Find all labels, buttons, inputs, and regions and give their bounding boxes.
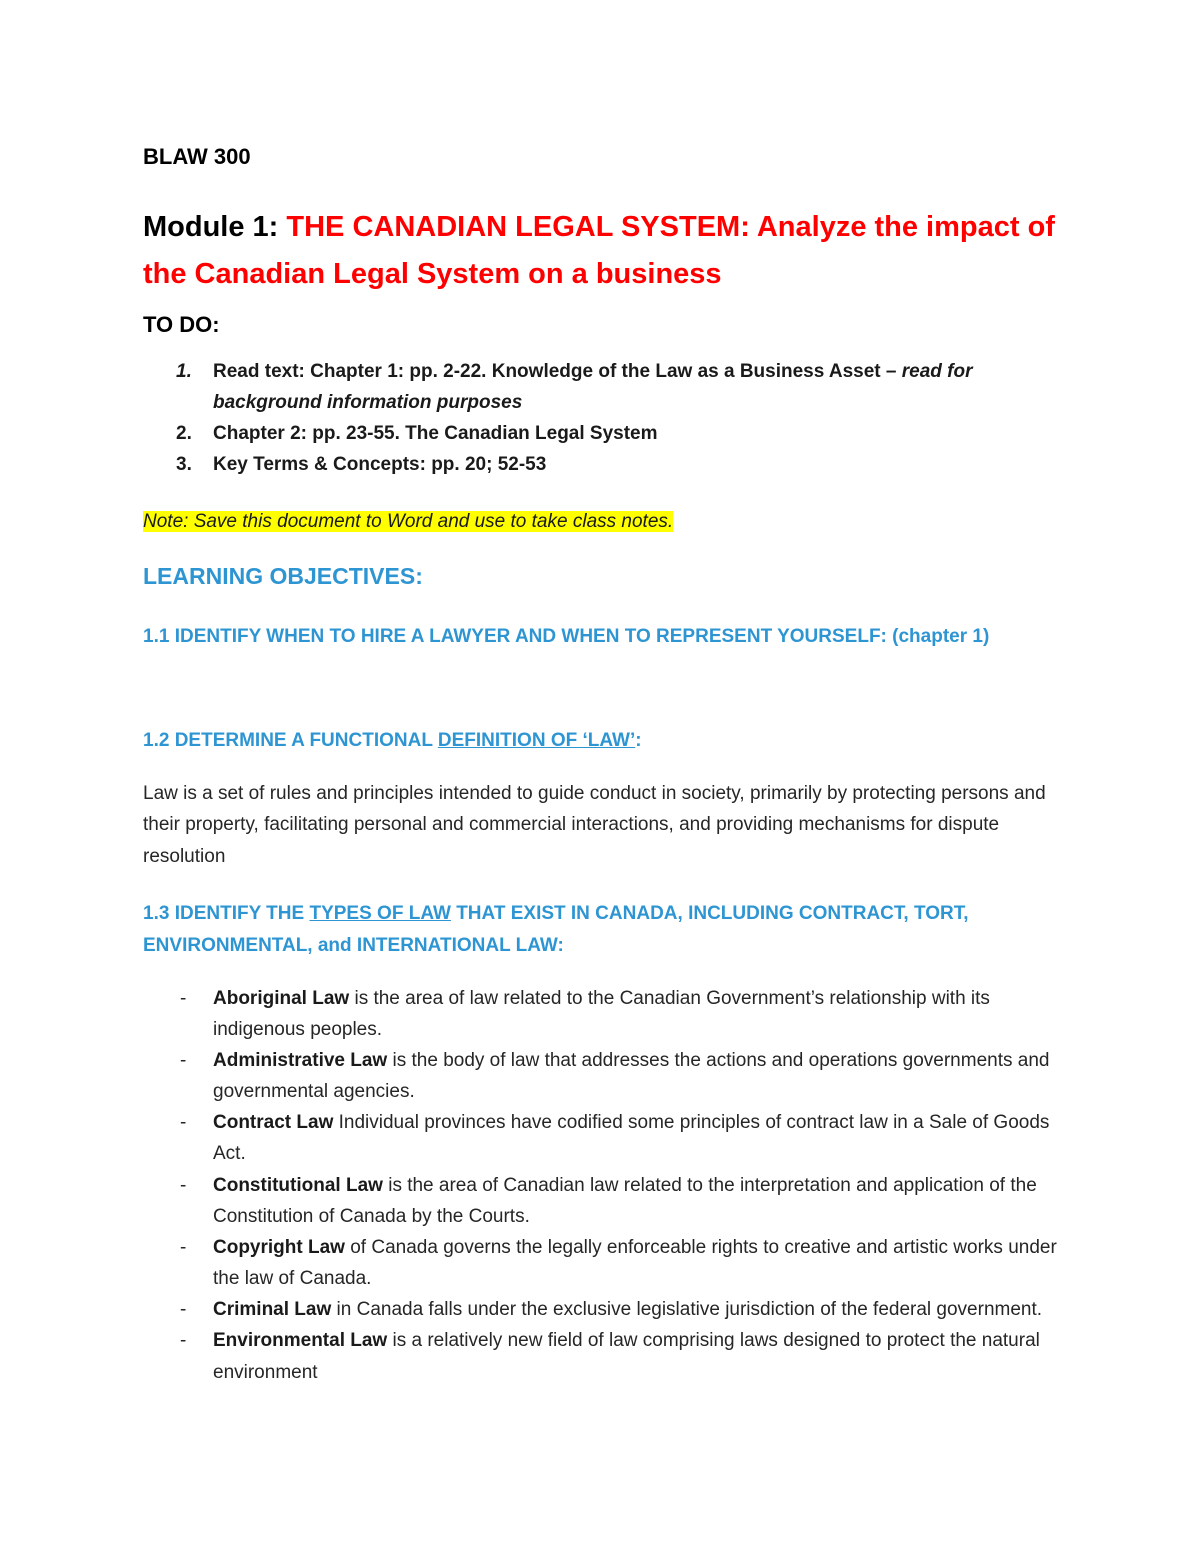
dash-bullet: - [180, 1049, 187, 1071]
todo-heading: TO DO: [143, 312, 220, 338]
law-type-item-environmental [143, 1325, 1057, 1387]
law-description: is the area of Canadian law related to the interpretation and application of the Constitution of Canada by the Courts. [213, 1174, 1037, 1227]
todo-item-2-text [213, 418, 1057, 449]
objective-1-2 [143, 725, 1057, 756]
law-description: is the area of law related to the Canadian Government’s relationship with its indigenous peoples. [213, 987, 990, 1040]
dash-bullet: - [180, 987, 187, 1009]
course-title: BLAW 300 [143, 144, 251, 169]
law-term: Aboriginal Law [213, 987, 350, 1009]
objective-1-2-lead: 1.2 DETERMINE A FUNCTIONAL [143, 729, 438, 751]
todo-item-1 [143, 356, 1057, 418]
todo-item-1-text [213, 356, 1057, 418]
law-description: is the body of law that addresses the actions and operations governments and governmental agencies. [213, 1049, 1050, 1103]
todo-item-3-lead: Key Terms & Concepts: pp. 20; 52-53 [213, 454, 547, 476]
objective-1-3-underlined: TYPES OF LAW [309, 903, 451, 925]
law-description: of Canada governs the legally enforceable rights to creative and artistic works under the law of Canada. [213, 1236, 1057, 1290]
law-term: Contract Law [213, 1112, 334, 1134]
law-type-item-copyright [143, 1232, 1057, 1294]
law-type-item-aboriginal [143, 983, 1057, 1045]
law-term: Copyright Law [213, 1236, 345, 1258]
dash-bullet: - [180, 1174, 187, 1196]
law-type-item-administrative [143, 1045, 1057, 1107]
todo-list [143, 356, 1057, 481]
law-type-item-constitutional [143, 1170, 1057, 1232]
law-description: Individual provinces have codified some principles of contract law in a Sale of Goods Act. [213, 1112, 1050, 1165]
law-type-item-contract [143, 1107, 1057, 1169]
law-term: Criminal Law [213, 1299, 332, 1321]
todo-item-3-text [213, 449, 1057, 480]
dash-bullet: - [180, 1236, 187, 1258]
todo-item-3-number: 3. [176, 454, 192, 476]
todo-item-1-lead: Read text: Chapter 1: pp. 2-22. Knowledge of the Law as a Business Asset – [213, 360, 902, 382]
law-description: is a relatively new field of law comprising laws designed to protect the natural environment [213, 1330, 1040, 1383]
law-term: Constitutional Law [213, 1174, 383, 1196]
todo-item-1-number: 1. [176, 360, 192, 382]
module-title [143, 204, 1057, 297]
dash-bullet: - [180, 1112, 187, 1134]
note-highlight: Note: Save this document to Word and use to take class notes. [143, 511, 674, 533]
law-definition-paragraph: Law is a set of rules and principles intended to guide conduct in society, primarily by protecting persons and their property, facilitating personal and commercial interactions, and providing mechanisms for dispute resolution [143, 782, 1046, 867]
todo-item-1-emphasis: read for background information purposes [213, 360, 973, 413]
objective-1-2-tail: : [635, 729, 642, 751]
law-term: Environmental Law [213, 1330, 388, 1352]
law-term: Administrative Law [213, 1049, 388, 1071]
law-description: in Canada falls under the exclusive legislative jurisdiction of the federal government. [331, 1299, 1043, 1321]
note-line [143, 506, 1057, 537]
module-title-red: THE CANADIAN LEGAL SYSTEM: Analyze the impact of the Canadian Legal System on a business [143, 211, 1055, 290]
todo-item-2-number: 2. [176, 423, 192, 445]
dash-bullet: - [180, 1299, 187, 1321]
objective-1-1: 1.1 IDENTIFY WHEN TO HIRE A LAWYER AND WHEN TO REPRESENT YOURSELF: (chapter 1) [143, 626, 990, 648]
objective-1-3 [143, 898, 1057, 960]
objective-1-2-underlined: DEFINITION OF ‘LAW’ [437, 729, 636, 751]
todo-item-2 [143, 418, 1057, 449]
objective-1-3-tail: THAT EXIST IN CANADA, INCLUDING CONTRACT, TORT, ENVIRONMENTAL, and INTERNATIONAL LAW: [143, 903, 969, 956]
dash-bullet: - [180, 1330, 187, 1352]
law-types-list [143, 983, 1057, 1388]
learning-objectives-heading: LEARNING OBJECTIVES: [143, 562, 423, 589]
objective-1-3-lead: 1.3 IDENTIFY THE [143, 903, 310, 925]
module-title-prefix: Module 1: [143, 211, 287, 244]
todo-item-2-lead: Chapter 2: pp. 23-55. The Canadian Legal System [213, 423, 658, 445]
law-type-item-criminal [143, 1294, 1057, 1325]
todo-item-3 [143, 449, 1057, 480]
